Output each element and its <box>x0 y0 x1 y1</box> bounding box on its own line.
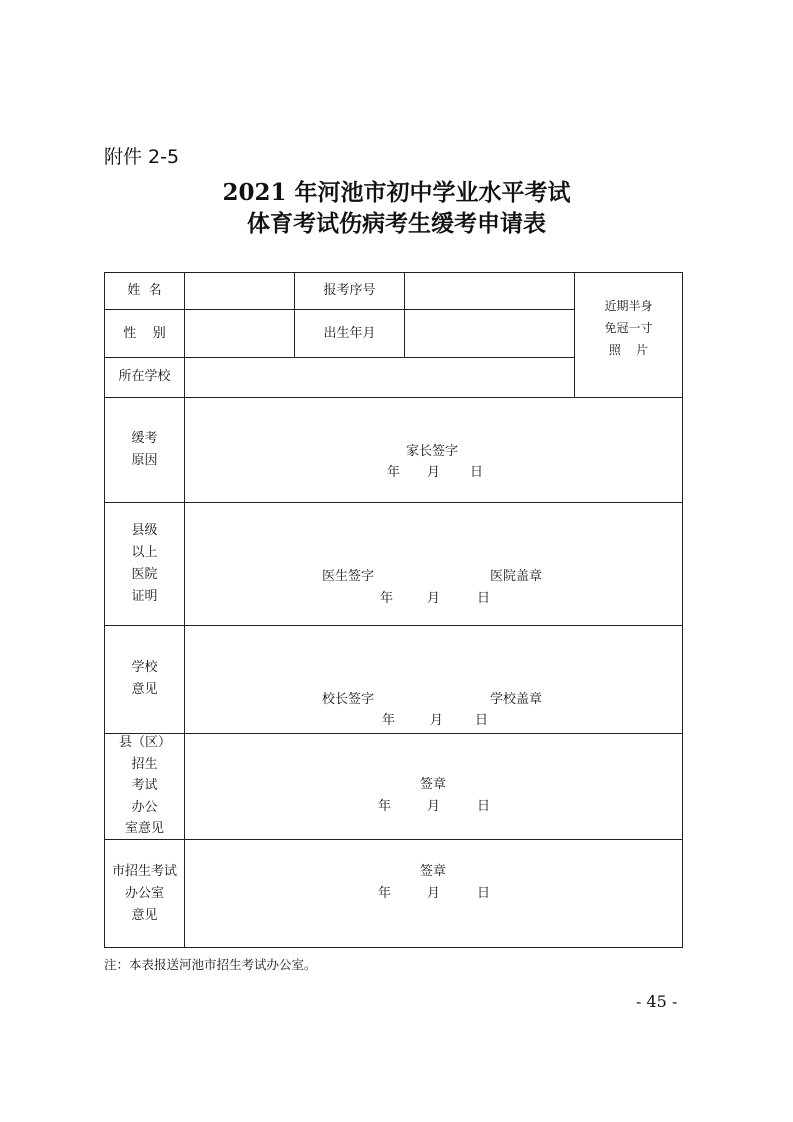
row-divider <box>104 397 683 398</box>
city-seal-label: 签章 <box>420 864 447 879</box>
date-year: 年 <box>387 465 401 480</box>
county-office-label-line: 县（区） <box>119 735 172 750</box>
hospital-label <box>105 520 184 608</box>
city-office-label <box>105 861 184 927</box>
exam-no-label: 报考序号 <box>323 283 376 298</box>
county-office-label-line: 室意见 <box>124 821 164 836</box>
footer-note: 注：本表报送河池市招生考试办公室。 <box>104 957 317 972</box>
page-number: - 45 - <box>636 992 678 1011</box>
date-year: 年 <box>378 886 392 901</box>
birth-label: 出生年月 <box>323 326 376 341</box>
reason-label-line: 原因 <box>131 453 158 468</box>
date-day: 日 <box>470 465 484 480</box>
hospital-label-line: 医院 <box>131 567 158 582</box>
form-title-line2: 体育考试伤病考生缓考申请表 <box>247 210 546 237</box>
table-border-bottom <box>104 947 683 948</box>
photo-line: 免冠一寸 <box>604 321 653 335</box>
gender-label: 性 别 <box>123 326 166 341</box>
doctor-sign-label: 医生签字 <box>322 569 375 584</box>
county-office-label-line: 办公 <box>131 799 158 815</box>
city-office-label-line: 意见 <box>131 908 158 923</box>
school-opinion-label <box>105 657 184 701</box>
hospital-label-line: 县级 <box>131 523 158 538</box>
county-office-label <box>105 732 184 840</box>
principal-sign-label: 校长签字 <box>322 692 375 707</box>
date-month: 月 <box>427 799 441 814</box>
row-divider <box>104 839 683 840</box>
date-day: 日 <box>477 886 491 901</box>
date-year: 年 <box>378 799 392 814</box>
county-seal-label: 签章 <box>420 777 447 792</box>
date-day: 日 <box>477 799 491 814</box>
date-day: 日 <box>475 713 489 728</box>
date-year: 年 <box>380 591 394 606</box>
row-divider <box>104 733 683 734</box>
reason-label <box>105 428 184 472</box>
date-year: 年 <box>382 713 396 728</box>
row-divider <box>104 625 683 626</box>
date-day: 日 <box>477 591 491 606</box>
photo-line: 近期半身 <box>604 299 653 313</box>
school-field[interactable] <box>185 358 574 397</box>
county-office-label-line: 考试 <box>131 778 158 793</box>
school-opinion-label-line: 意见 <box>131 682 158 697</box>
date-month: 月 <box>427 465 441 480</box>
photo-box <box>575 295 682 361</box>
hospital-label-line: 以上 <box>131 545 158 560</box>
date-month: 月 <box>427 591 441 606</box>
table-border-right <box>682 272 683 948</box>
city-office-label-line: 市招生考试 <box>111 864 177 879</box>
school-seal-label: 学校盖章 <box>490 692 543 707</box>
reason-label-line: 缓考 <box>131 431 158 446</box>
city-office-label-line: 办公室 <box>124 886 164 901</box>
hospital-label-line: 证明 <box>131 589 158 604</box>
county-office-label-line: 招生 <box>131 756 158 772</box>
birth-field[interactable] <box>405 310 574 357</box>
date-month: 月 <box>430 713 444 728</box>
school-label: 所在学校 <box>118 369 171 384</box>
school-opinion-label-line: 学校 <box>131 660 158 675</box>
hospital-seal-label: 医院盖章 <box>490 569 543 584</box>
row-divider <box>104 502 683 503</box>
parent-sign-label: 家长签字 <box>406 444 459 459</box>
name-field[interactable] <box>185 273 294 309</box>
attachment-label: 附件 2-5 <box>104 146 180 168</box>
form-title-line1: 2021 年河池市初中学业水平考试 <box>222 179 571 206</box>
date-month: 月 <box>427 886 441 901</box>
photo-line: 照 片 <box>608 343 649 357</box>
gender-field[interactable] <box>185 310 294 357</box>
name-label: 姓 名 <box>127 283 162 298</box>
exam-no-field[interactable] <box>405 273 574 309</box>
